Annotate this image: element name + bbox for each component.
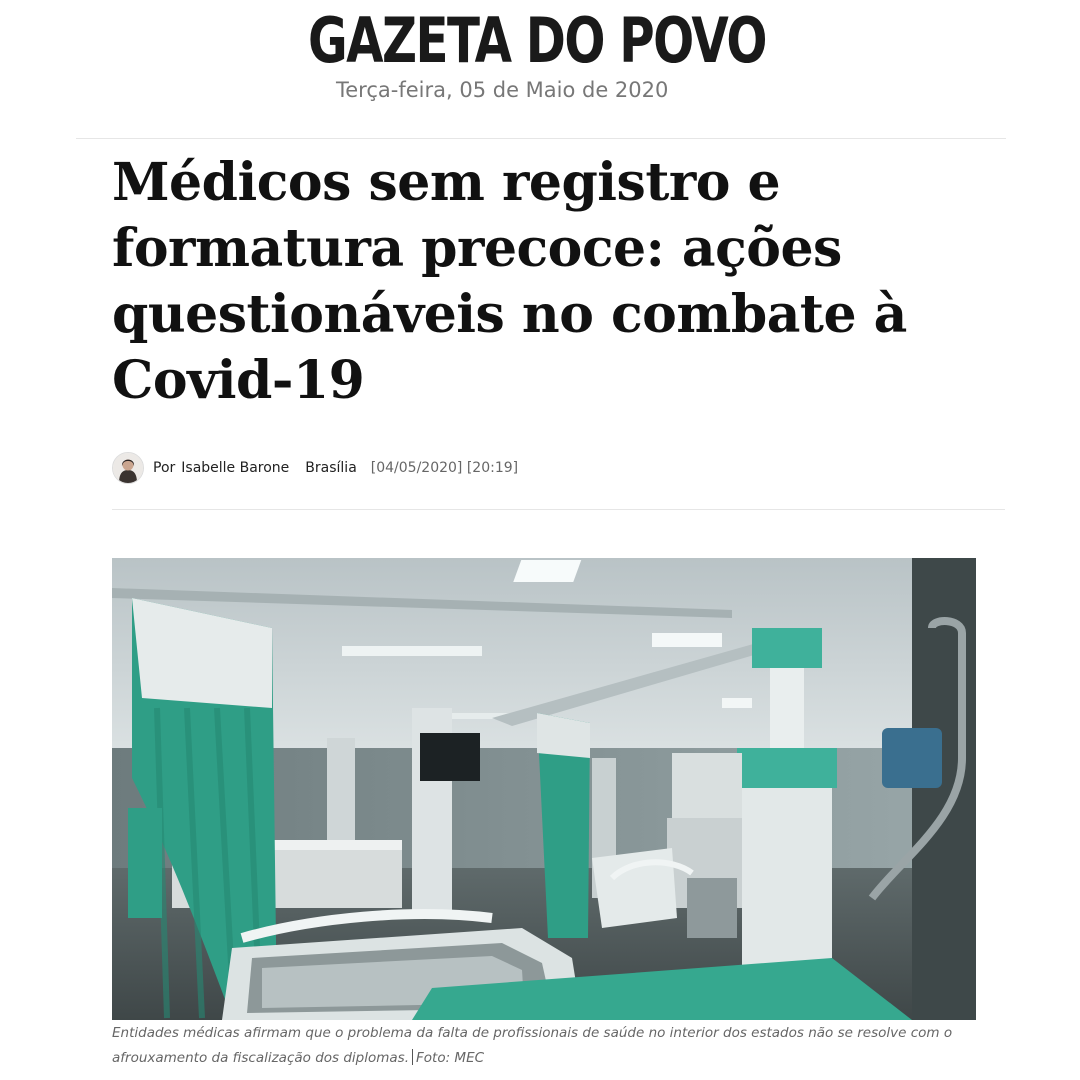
author-portrait-icon — [113, 453, 143, 483]
brand-logo[interactable]: GAZETA DO POVO — [308, 4, 766, 77]
author-avatar[interactable] — [112, 452, 144, 484]
caption-separator — [412, 1049, 413, 1065]
publish-datetime: [04/05/2020] [20:19] — [370, 460, 519, 476]
caption-text: Entidades médicas afirmam que o problema da falta de profissionais de saúde no interior dos estados não se resolve com o afrouxamento da fiscalização dos diplomas. — [112, 1025, 953, 1066]
byline — [112, 452, 518, 484]
byline-divider — [112, 509, 1005, 510]
byline-prefix: Por — [153, 460, 176, 476]
edition-date: Terça-feira, 05 de Maio de 2020 — [336, 78, 669, 102]
photo-caption — [112, 1021, 992, 1071]
photo-credit: Foto: MEC — [416, 1050, 485, 1066]
header-divider — [76, 138, 1006, 139]
author-name[interactable]: Isabelle Barone — [181, 460, 290, 476]
article-headline: Médicos sem registro e formatura precoce: ações questionáveis no combate à Covid-19 — [112, 152, 907, 411]
article-photo — [112, 558, 976, 1020]
location-tag[interactable]: Brasília — [305, 460, 357, 476]
hospital-ward-image — [112, 558, 976, 1020]
